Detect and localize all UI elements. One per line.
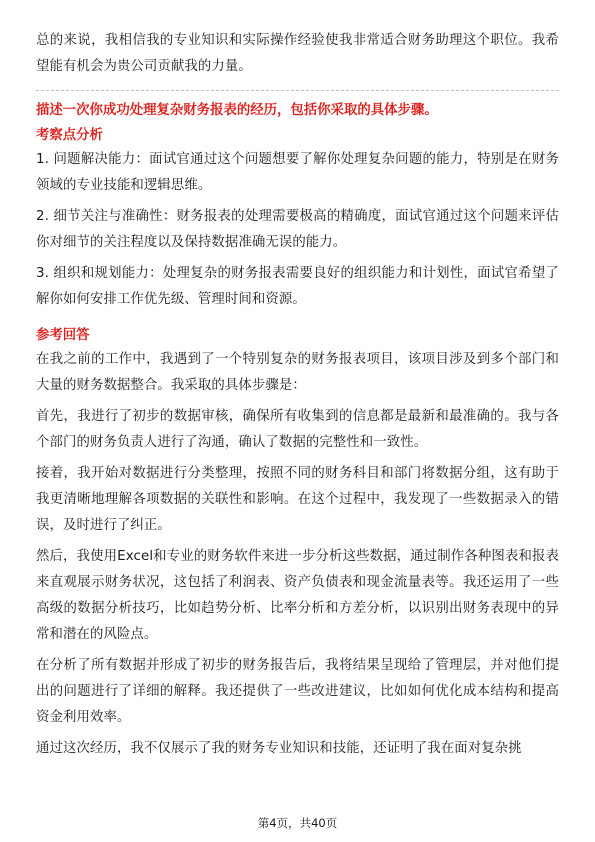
- answer-paragraph: 通过这次经历，我不仅展示了我的财务专业知识和技能，还证明了我在面对复杂挑: [36, 741, 522, 756]
- analysis-item: 3. 组织和规划能力：处理复杂的财务报表需要良好的组织能力和计划性，面试官希望了解你如何安排工作优先级、管理时间和资源。: [36, 266, 559, 307]
- answer-heading: 参考回答: [36, 328, 90, 343]
- analysis-item: 1. 问题解决能力：面试官通过这个问题想要了解你处理复杂问题的能力，特别是在财务领域的专业技能和逻辑思维。: [36, 152, 559, 193]
- analysis-heading: 考察点分析: [36, 128, 103, 143]
- interview-question: 描述一次你成功处理复杂财务报表的经历，包括你采取的具体步骤。: [36, 103, 438, 118]
- analysis-item: 2. 细节关注与准确性：财务报表的处理需要极高的精确度，面试官通过这个问题来评估你对细节的关注程度以及保持数据准确无误的能力。: [36, 209, 559, 250]
- answer-paragraph: 在分析了所有数据并形成了初步的财务报告后，我将结果呈现给了管理层，并对他们提出的问题进行了详细的解释。我还提供了一些改进建议，比如如何优化成本结构和提高资金利用效率。: [36, 658, 559, 725]
- document-page: [36, 28, 559, 762]
- section-divider: [36, 90, 559, 91]
- intro-paragraph: 总的来说，我相信我的专业知识和实际操作经验使我非常适合财务助理这个职位。我希望能有机会为贵公司贡献我的力量。: [36, 33, 559, 74]
- answer-paragraph: 首先，我进行了初步的数据审核，确保所有收集到的信息都是最新和最准确的。我与各个部门的财务负责人进行了沟通，确认了数据的完整性和一致性。: [36, 409, 559, 450]
- answer-paragraph: 然后，我使用Excel和专业的财务软件来进一步分析这些数据，通过制作各种图表和报表来直观展示财务状况，这包括了利润表、资产负债表和现金流量表等。我还运用了一些高级的数据分析技巧，比如趋势分析、比率分析和方差分析，以识别出财务表现中的异常和潜在的风险点。: [36, 549, 559, 642]
- page-footer: 第4页，共40页: [257, 816, 338, 830]
- answer-paragraph: 在我之前的工作中，我遇到了一个特别复杂的财务报表项目，该项目涉及到多个部门和大量的财务数据整合。我采取的具体步骤是：: [36, 352, 559, 393]
- answer-paragraph: 接着，我开始对数据进行分类整理，按照不同的财务科目和部门将数据分组，这有助于我更清晰地理解各项数据的关联性和影响。在这个过程中，我发现了一些数据录入的错误，及时进行了纠正。: [36, 466, 559, 533]
